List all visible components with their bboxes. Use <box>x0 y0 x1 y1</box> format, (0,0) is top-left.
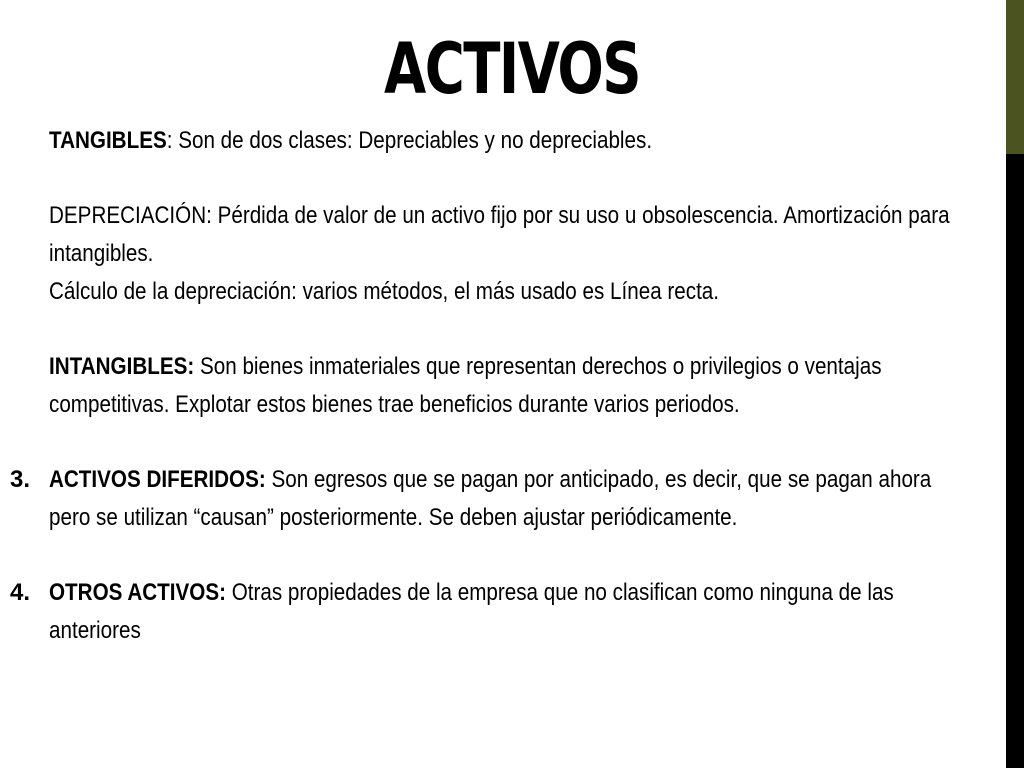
otros-activos-text: Otras propiedades de la empresa que no clasifican como ninguna de las <box>225 579 894 606</box>
depreciacion-paragraph <box>49 197 999 311</box>
intangibles-line-2: competitivas. Explotar estos bienes trae beneficios durante varios periodos. <box>49 391 740 418</box>
otros-activos-line-2: anteriores <box>49 617 141 644</box>
tangibles-text: : Son de dos clases: Depreciables y no depreciables. <box>166 127 653 154</box>
activos-diferidos-item <box>10 461 999 537</box>
depreciacion-line-3: Cálculo de la depreciación: varios métodos, el más usado es Línea recta. <box>49 278 720 305</box>
activos-diferidos-label: ACTIVOS DIFERIDOS: <box>49 466 266 493</box>
spacer <box>49 160 999 197</box>
intangibles-label: INTANGIBLES: <box>49 353 195 380</box>
activos-diferidos-line-1 <box>49 461 932 499</box>
otros-activos-line-1 <box>49 574 894 612</box>
activos-diferidos-text: Son egresos que se pagan por anticipado, es decir, que se pagan ahora <box>265 466 932 493</box>
depreciacion-line-2: intangibles. <box>49 240 154 267</box>
spacer <box>49 537 999 574</box>
list-number: 3. <box>10 466 31 493</box>
tangibles-label: TANGIBLES <box>49 127 167 154</box>
list-number: 4. <box>10 579 31 606</box>
side-accent-bar <box>1006 0 1024 154</box>
spacer <box>49 424 999 461</box>
intangibles-line-1 <box>49 348 882 386</box>
slide-content <box>10 122 999 650</box>
spacer <box>49 311 999 348</box>
tangibles-line <box>49 122 866 160</box>
otros-activos-item <box>10 574 999 650</box>
activos-diferidos-line-2: pero se utilizan “causan” posteriormente. Se deben ajustar periódicamente. <box>49 504 738 531</box>
otros-activos-label: OTROS ACTIVOS: <box>49 579 226 606</box>
intangibles-text: Son bienes inmateriales que representan derechos o privilegios o ventajas <box>194 353 882 380</box>
depreciacion-line-1: DEPRECIACIÓN: Pérdida de valor de un activo fijo por su uso u obsolescencia. Amortización para <box>49 202 950 229</box>
slide-title: ACTIVOS <box>383 28 641 110</box>
tangibles-paragraph <box>49 122 999 160</box>
intangibles-paragraph <box>49 348 999 424</box>
